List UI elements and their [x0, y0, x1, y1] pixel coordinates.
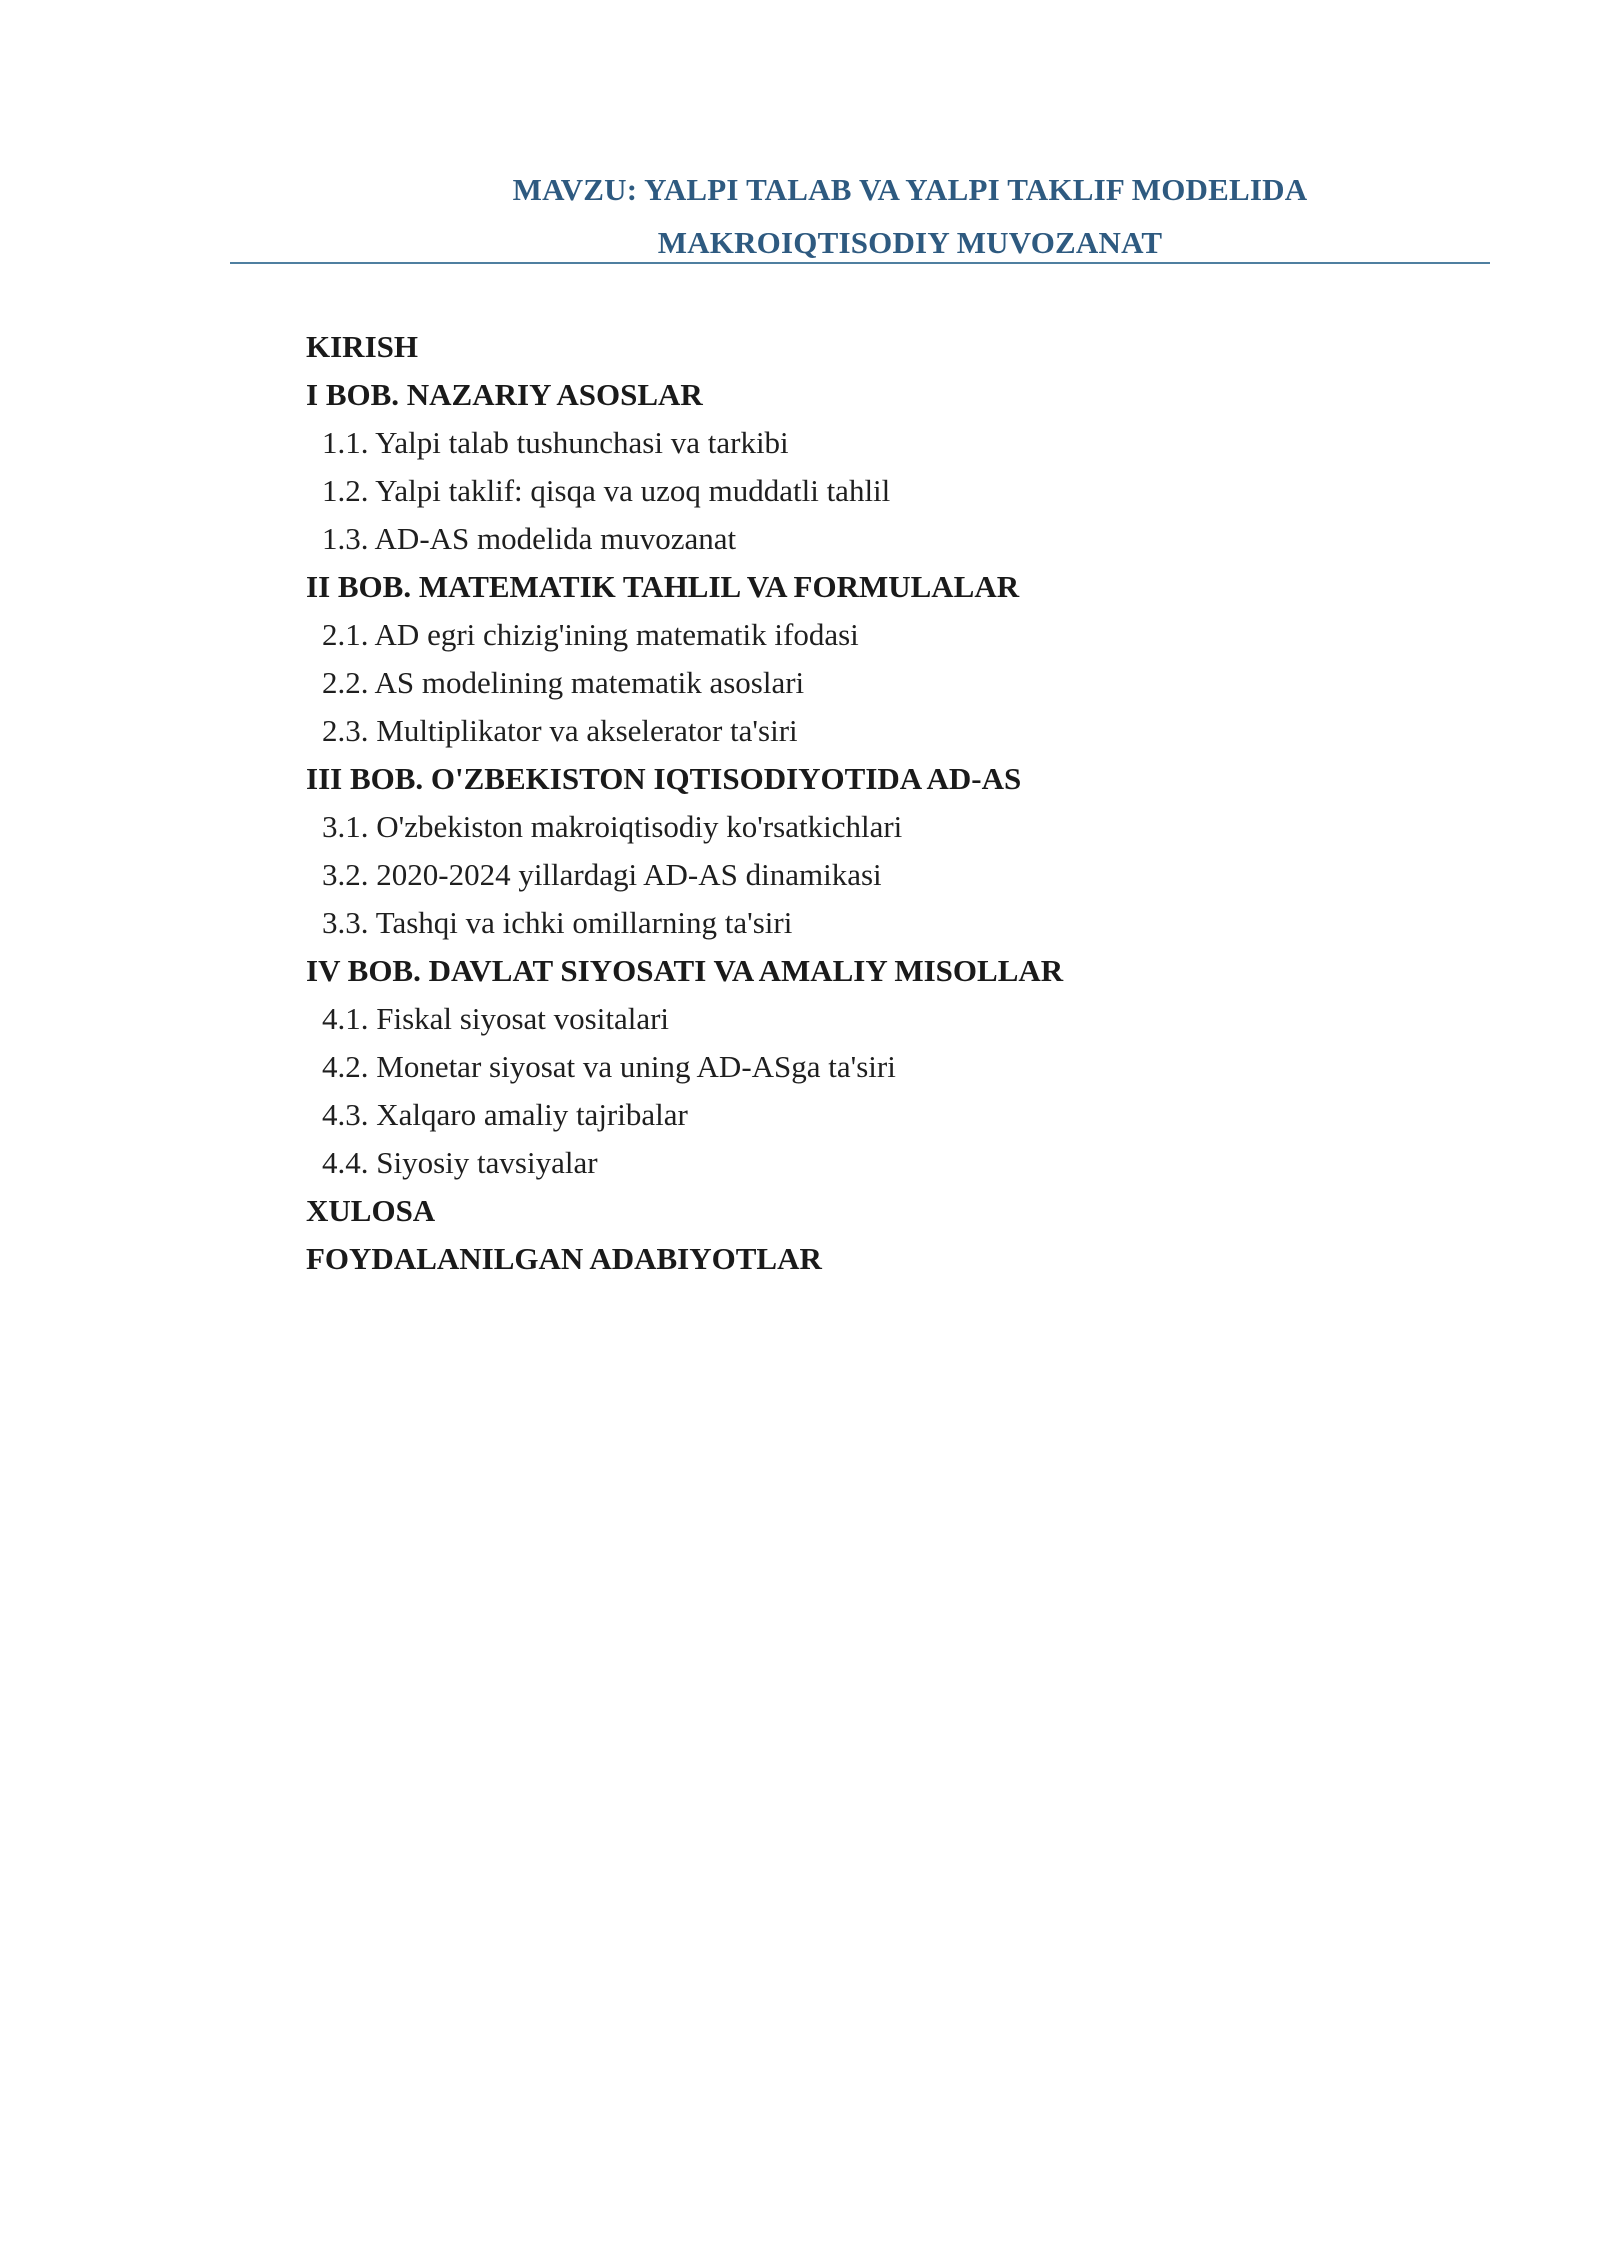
toc-entry: III BOB. O'ZBEKISTON IQTISODIYOTIDA AD-AS — [306, 761, 1022, 796]
toc-entry: 4.2. Monetar siyosat va uning AD-ASga ta'siri — [322, 1049, 896, 1084]
toc-entry: 1.2. Yalpi taklif: qisqa va uzoq muddatli tahlil — [322, 473, 891, 508]
toc-entry: 3.1. O'zbekiston makroiqtisodiy ko'rsatkichlari — [322, 809, 903, 844]
toc-entry: 3.2. 2020-2024 yillardagi AD-AS dinamikasi — [322, 857, 882, 892]
toc-entry: 1.3. AD-AS modelida muvozanat — [322, 521, 737, 556]
title-line-1: MAVZU: YALPI TALAB VA YALPI TAKLIF MODELIDA — [512, 172, 1308, 207]
toc-entry: 4.4. Siyosiy tavsiyalar — [322, 1145, 598, 1180]
table-of-contents — [306, 323, 1406, 1283]
toc-entry: I BOB. NAZARIY ASOSLAR — [306, 377, 703, 412]
toc-entry: 4.1. Fiskal siyosat vositalari — [322, 1001, 670, 1036]
toc-entry: IV BOB. DAVLAT SIYOSATI VA AMALIY MISOLLAR — [306, 953, 1064, 988]
toc-entry: 3.3. Tashqi va ichki omillarning ta'siri — [322, 905, 793, 940]
toc-entry: 1.1. Yalpi talab tushunchasi va tarkibi — [322, 425, 789, 460]
toc-entry: 2.2. AS modelining matematik asoslari — [322, 665, 805, 700]
toc-entry: KIRISH — [306, 329, 418, 364]
title-underline-divider — [230, 262, 1490, 264]
title-line-2: MAKROIQTISODIY MUVOZANAT — [657, 225, 1163, 260]
toc-entry: FOYDALANILGAN ADABIYOTLAR — [306, 1241, 822, 1276]
toc-entry: 2.3. Multiplikator va akselerator ta'siri — [322, 713, 798, 748]
toc-entry: XULOSA — [306, 1193, 436, 1228]
document-title — [230, 163, 1490, 269]
toc-entry: 2.1. AD egri chizig'ining matematik ifodasi — [322, 617, 859, 652]
toc-entry: 4.3. Xalqaro amaliy tajribalar — [322, 1097, 688, 1132]
toc-entry: II BOB. MATEMATIK TAHLIL VA FORMULALAR — [306, 569, 1020, 604]
